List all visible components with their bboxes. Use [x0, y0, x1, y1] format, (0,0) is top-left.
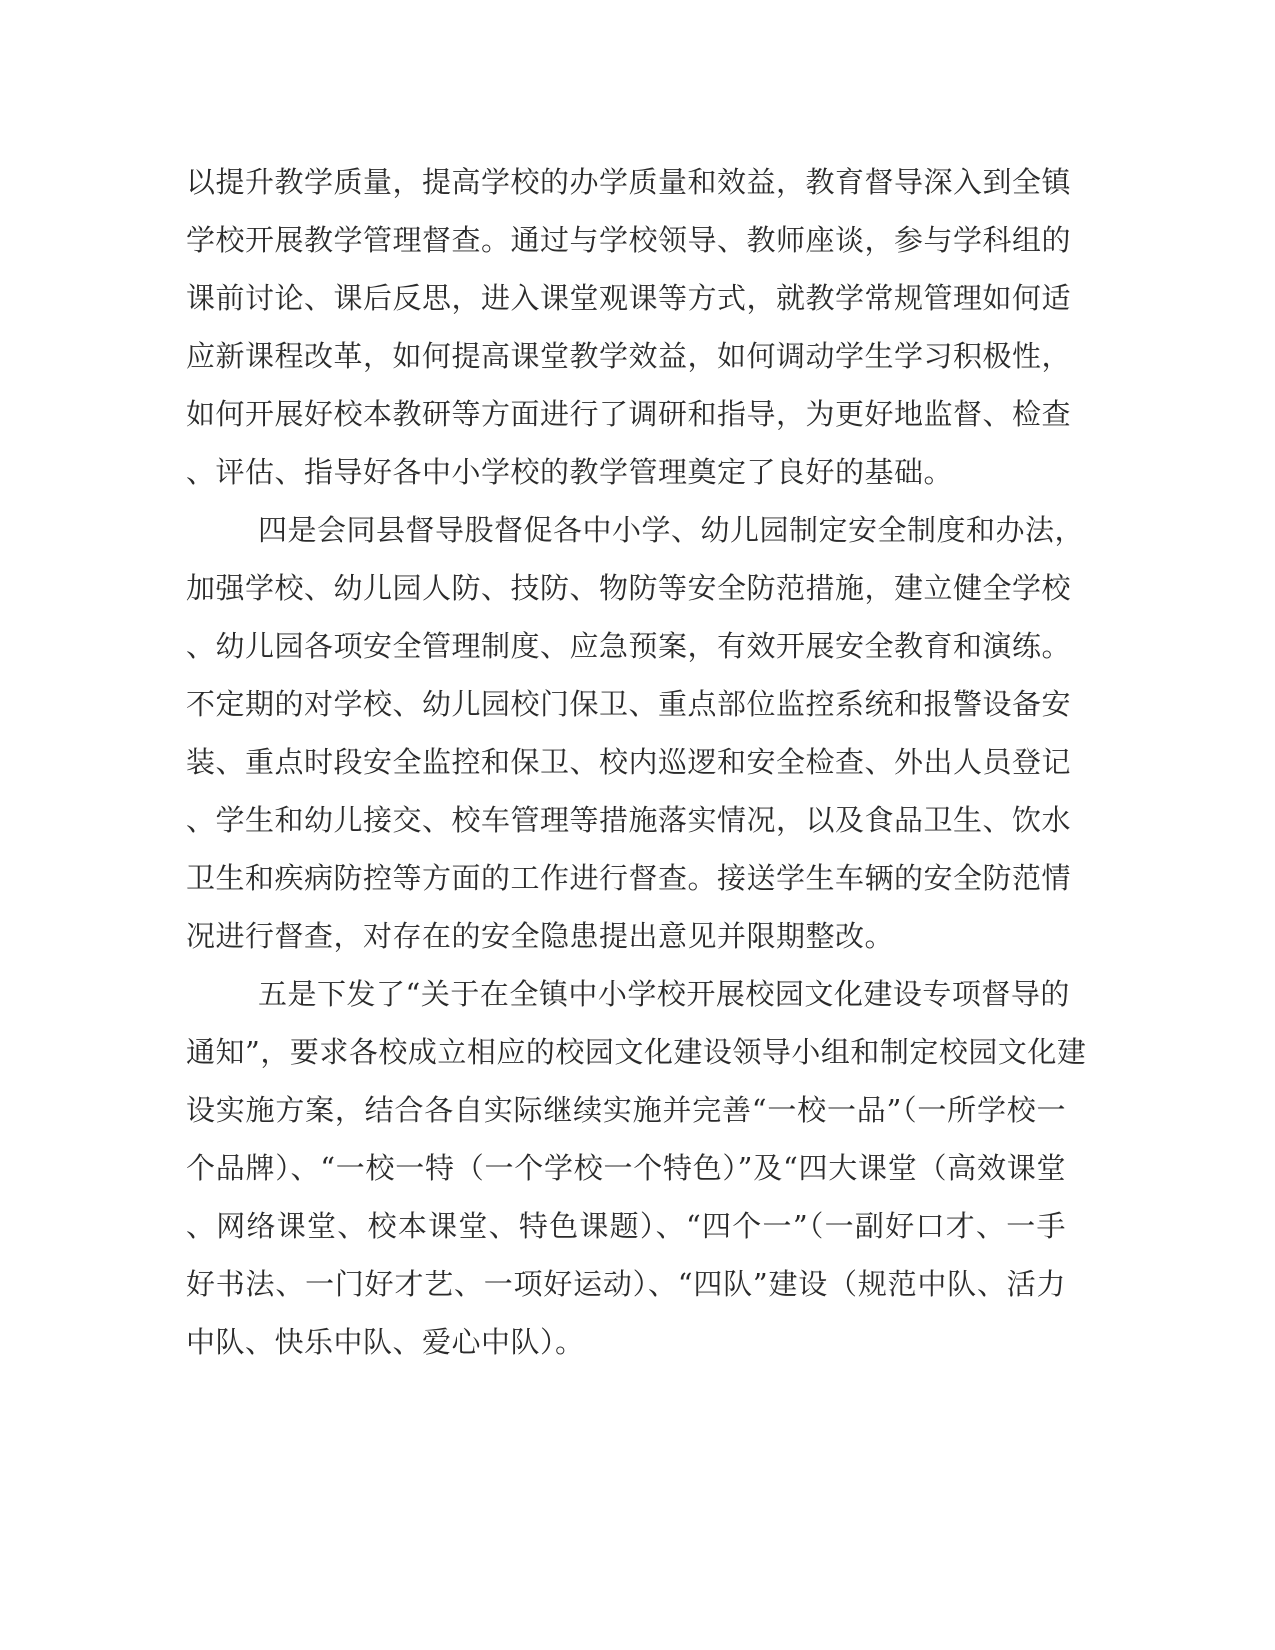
text-line: 好书法、一门好才艺、一项好运动）、“四队”建设（规范中队、活力: [186, 1267, 1066, 1301]
text-line: 不定期的对学校、幼儿园校门保卫、重点部位监控系统和报警设备安: [186, 687, 1072, 721]
text-line: 装、重点时段安全监控和保卫、校内巡逻和安全检查、外出人员登记: [186, 745, 1072, 779]
text-line: 、幼儿园各项安全管理制度、应急预案，有效开展安全教育和演练。: [186, 629, 1072, 663]
text-line: 个品牌）、“一校一特（一个学校一个特色）”及“四大课堂（高效课堂: [186, 1151, 1066, 1185]
text-line: 、网络课堂、校本课堂、特色课题）、“四个一”（一副好口才、一手: [186, 1209, 1066, 1243]
text-line: 、评估、指导好各中小学校的教学管理奠定了良好的基础。: [186, 455, 954, 489]
text-line: 通知”，要求各校成立相应的校园文化建设领导小组和制定校园文化建: [186, 1035, 1087, 1069]
text-line: 学校开展教学管理督查。通过与学校领导、教师座谈，参与学科组的: [186, 223, 1072, 257]
text-line: 卫生和疾病防控等方面的工作进行督查。接送学生车辆的安全防范情: [186, 861, 1072, 895]
text-line: 以提升教学质量，提高学校的办学质量和效益，教育督导深入到全镇: [186, 165, 1072, 199]
text-line: 课前讨论、课后反思，进入课堂观课等方式，就教学常规管理如何适: [186, 281, 1072, 315]
text-line: 应新课程改革，如何提高课堂教学效益，如何调动学生学习积极性，: [186, 339, 1072, 373]
text-line: 如何开展好校本教研等方面进行了调研和指导，为更好地监督、检查: [186, 397, 1072, 431]
text-line: 中队、快乐中队、爱心中队）。: [186, 1325, 585, 1359]
text-line: 加强学校、幼儿园人防、技防、物防等安全防范措施，建立健全学校: [186, 571, 1072, 605]
paragraph-start-line: 四是会同县督导股督促各中小学、幼儿园制定安全制度和办法，: [258, 513, 1085, 547]
text-line: 、学生和幼儿接交、校车管理等措施落实情况，以及食品卫生、饮水: [186, 803, 1072, 837]
text-line: 况进行督查，对存在的安全隐患提出意见并限期整改。: [186, 919, 895, 953]
paragraph-start-line: 五是下发了“关于在全镇中小学校开展校园文化建设专项督导的: [258, 977, 1070, 1011]
text-line: 设实施方案，结合各自实际继续实施并完善“一校一品”（一所学校一: [186, 1093, 1066, 1127]
